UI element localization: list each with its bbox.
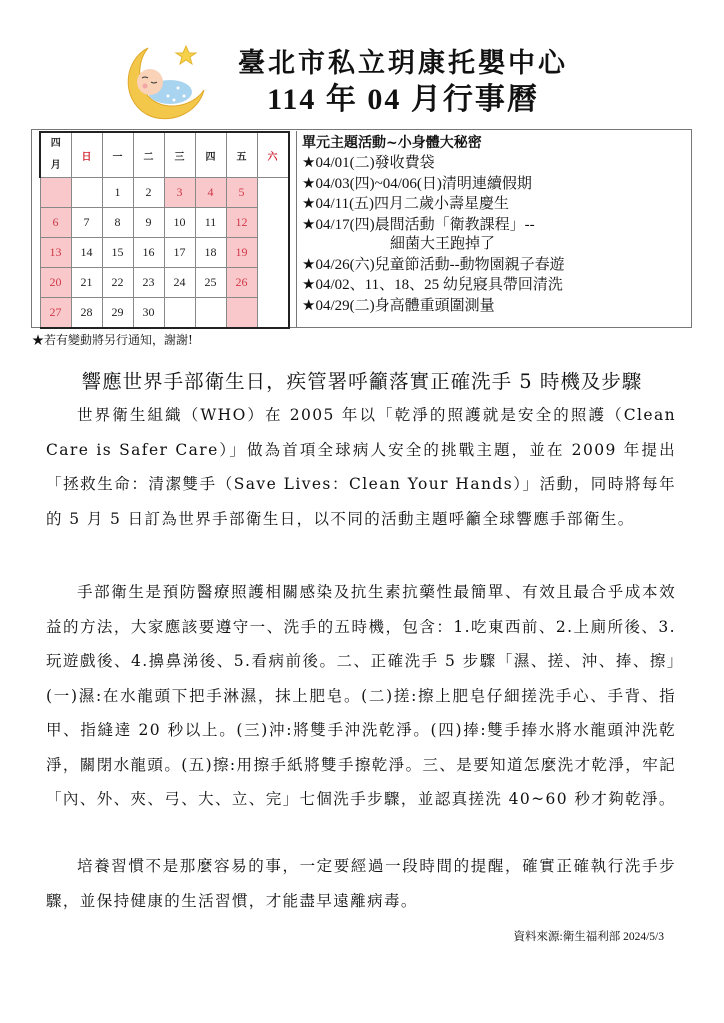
calendar-day: 9 bbox=[133, 208, 164, 238]
calendar-day: 24 bbox=[164, 268, 195, 298]
calendar-day: 26 bbox=[226, 268, 257, 298]
calendar-day: 27 bbox=[40, 298, 71, 329]
event-text: 04/03(四)~04/06(日)清明連續假期 bbox=[315, 175, 532, 192]
calendar-day: 13 bbox=[40, 238, 71, 268]
calendar-day: 30 bbox=[133, 298, 164, 329]
calendar-day: 7 bbox=[71, 208, 102, 238]
logo-moon-baby bbox=[118, 42, 210, 122]
calendar-day: 29 bbox=[102, 298, 133, 329]
org-name: 臺北市私立玥康托嬰中心 bbox=[238, 48, 568, 79]
event-item bbox=[302, 255, 688, 276]
event-item bbox=[302, 215, 688, 236]
calendar-day: 17 bbox=[164, 238, 195, 268]
calendar-day: 20 bbox=[40, 268, 71, 298]
star-icon: ★ bbox=[302, 194, 316, 212]
calendar-table bbox=[39, 131, 290, 329]
calendar-week-row bbox=[40, 208, 289, 238]
event-item bbox=[302, 296, 688, 317]
event-item-continuation: 細菌大王跑掉了 bbox=[390, 236, 496, 252]
article-paragraph-3: 培養習慣不是那麼容易的事，一定要經過一段時間的提醒，確實正確執行洗手步驟，並保持健康的生活習慣，才能盡早遠離病毒。 bbox=[46, 857, 676, 910]
calendar-week-row bbox=[40, 238, 289, 268]
event-item bbox=[302, 275, 688, 296]
star-icon: ★ bbox=[302, 254, 316, 273]
star-icon: ★ bbox=[302, 173, 316, 192]
star-icon: ★ bbox=[302, 214, 316, 233]
calendar-day: 5 bbox=[226, 178, 257, 208]
calendar-empty-cell bbox=[71, 178, 102, 208]
calendar-day: 19 bbox=[226, 238, 257, 268]
calendar-day: 2 bbox=[133, 178, 164, 208]
star-icon: ★ bbox=[302, 275, 316, 293]
calendar-empty-cell bbox=[226, 298, 257, 329]
event-item bbox=[302, 153, 688, 174]
weekday-header: 六 bbox=[257, 132, 289, 178]
calendar-day: 16 bbox=[133, 238, 164, 268]
calendar-empty-cell bbox=[40, 178, 71, 208]
calendar-day: 15 bbox=[102, 238, 133, 268]
article-headline: 響應世界手部衛生日，疾管署呼籲落實正確洗手 5 時機及步驟 bbox=[81, 370, 643, 393]
calendar-empty-cell bbox=[195, 298, 226, 329]
unit-theme: 單元主題活動~小身體大秘密 bbox=[302, 135, 482, 151]
calendar-day: 14 bbox=[71, 238, 102, 268]
calendar-empty-cell bbox=[164, 298, 195, 329]
calendar-day: 8 bbox=[102, 208, 133, 238]
calendar-day: 1 bbox=[102, 178, 133, 208]
article-source: 資料來源:衛生福利部 2024/5/3 bbox=[513, 931, 664, 943]
event-text: 04/01(二)發收費袋 bbox=[315, 155, 435, 171]
change-notice: ★若有變動將另行通知，謝謝! bbox=[32, 333, 193, 347]
weekday-header: 五 bbox=[226, 132, 257, 178]
calendar-week-row bbox=[40, 298, 289, 329]
calendar-day: 12 bbox=[226, 208, 257, 238]
calendar-title: 114 年 04 月行事曆 bbox=[267, 83, 539, 116]
calendar-day: 18 bbox=[195, 238, 226, 268]
event-text: 04/17(四)晨間活動「衛教課程」-- bbox=[315, 216, 535, 233]
event-list bbox=[302, 153, 688, 316]
calendar-day: 25 bbox=[195, 268, 226, 298]
events-panel bbox=[296, 131, 688, 327]
calendar-day: 28 bbox=[71, 298, 102, 329]
weekday-header: 四 bbox=[195, 132, 226, 178]
article-paragraph-2: 手部衛生是預防醫療照護相關感染及抗生素抗藥性最簡單、有效且最合乎成本效益的方法，大家應該要遵守一、洗手的五時機，包含：1.吃東西前、2.上廁所後、3.玩遊戲後、4.擤鼻涕後、5.看病前後。二、正確洗手 5 步驟「濕、搓、沖、捧、擦」(一)濕:在水龍頭下把手淋濕，抹上肥皂。(二)搓:擦上肥皂仔細搓洗手心、手背、指甲、指縫達 20 秒以上。(三)沖:將雙手沖洗乾淨。(四)捧:雙手捧水將水龍頭沖洗乾淨，關閉水龍頭。(五)擦:用擦手紙將雙手擦乾淨。三、是要知道怎麼洗才乾淨，牢記「內、外、夾、弓、大、立、完」七個洗手步驟，並認真搓洗 40~60 秒才夠乾淨。 bbox=[46, 583, 676, 808]
article-paragraph-1: 世界衛生組織（WHO）在 2005 年以「乾淨的照護就是安全的照護（Clean Care is Safer Care）」做為首項全球病人安全的挑戰主題，並在 2009 年提出「拯救生命：清潔雙手（Save Lives：Clean Your Hands）」活動，同時將每年的 5 月 5 日訂為世界手部衛生日，以不同的活動主題呼籲全球響應手部衛生。 bbox=[46, 406, 676, 528]
weekday-header: 一 bbox=[102, 132, 133, 178]
calendar-day: 10 bbox=[164, 208, 195, 238]
calendar-day: 4 bbox=[195, 178, 226, 208]
weekday-header-row bbox=[40, 132, 289, 178]
event-text: 04/11(五)四月二歲小壽星慶生 bbox=[315, 196, 510, 212]
calendar-day: 3 bbox=[164, 178, 195, 208]
event-text: 04/02、11、18、25 幼兒寢具帶回清洗 bbox=[315, 277, 563, 293]
weekday-header: 日 bbox=[71, 132, 102, 178]
calendar-week-row bbox=[40, 268, 289, 298]
weekday-header: 二 bbox=[133, 132, 164, 178]
calendar-day: 11 bbox=[195, 208, 226, 238]
star-icon: ★ bbox=[302, 153, 316, 171]
calendar-day: 23 bbox=[133, 268, 164, 298]
event-text: 04/29(二)身高體重頭圍測量 bbox=[315, 297, 495, 314]
moon-baby-icon bbox=[118, 42, 210, 122]
calendar-day: 22 bbox=[102, 268, 133, 298]
weekday-header: 三 bbox=[164, 132, 195, 178]
calendar-day: 21 bbox=[71, 268, 102, 298]
event-item bbox=[302, 194, 688, 215]
calendar-week-row bbox=[40, 178, 289, 208]
calendar-day: 6 bbox=[40, 208, 71, 238]
event-item bbox=[302, 174, 688, 195]
month-label-char: 月 bbox=[50, 160, 61, 171]
star-icon: ★ bbox=[302, 295, 316, 314]
month-label-char: 四 bbox=[50, 138, 61, 149]
month-label-text bbox=[41, 133, 71, 177]
event-text: 04/26(六)兒童節活動--動物園親子春遊 bbox=[315, 256, 565, 273]
month-label bbox=[40, 132, 71, 178]
